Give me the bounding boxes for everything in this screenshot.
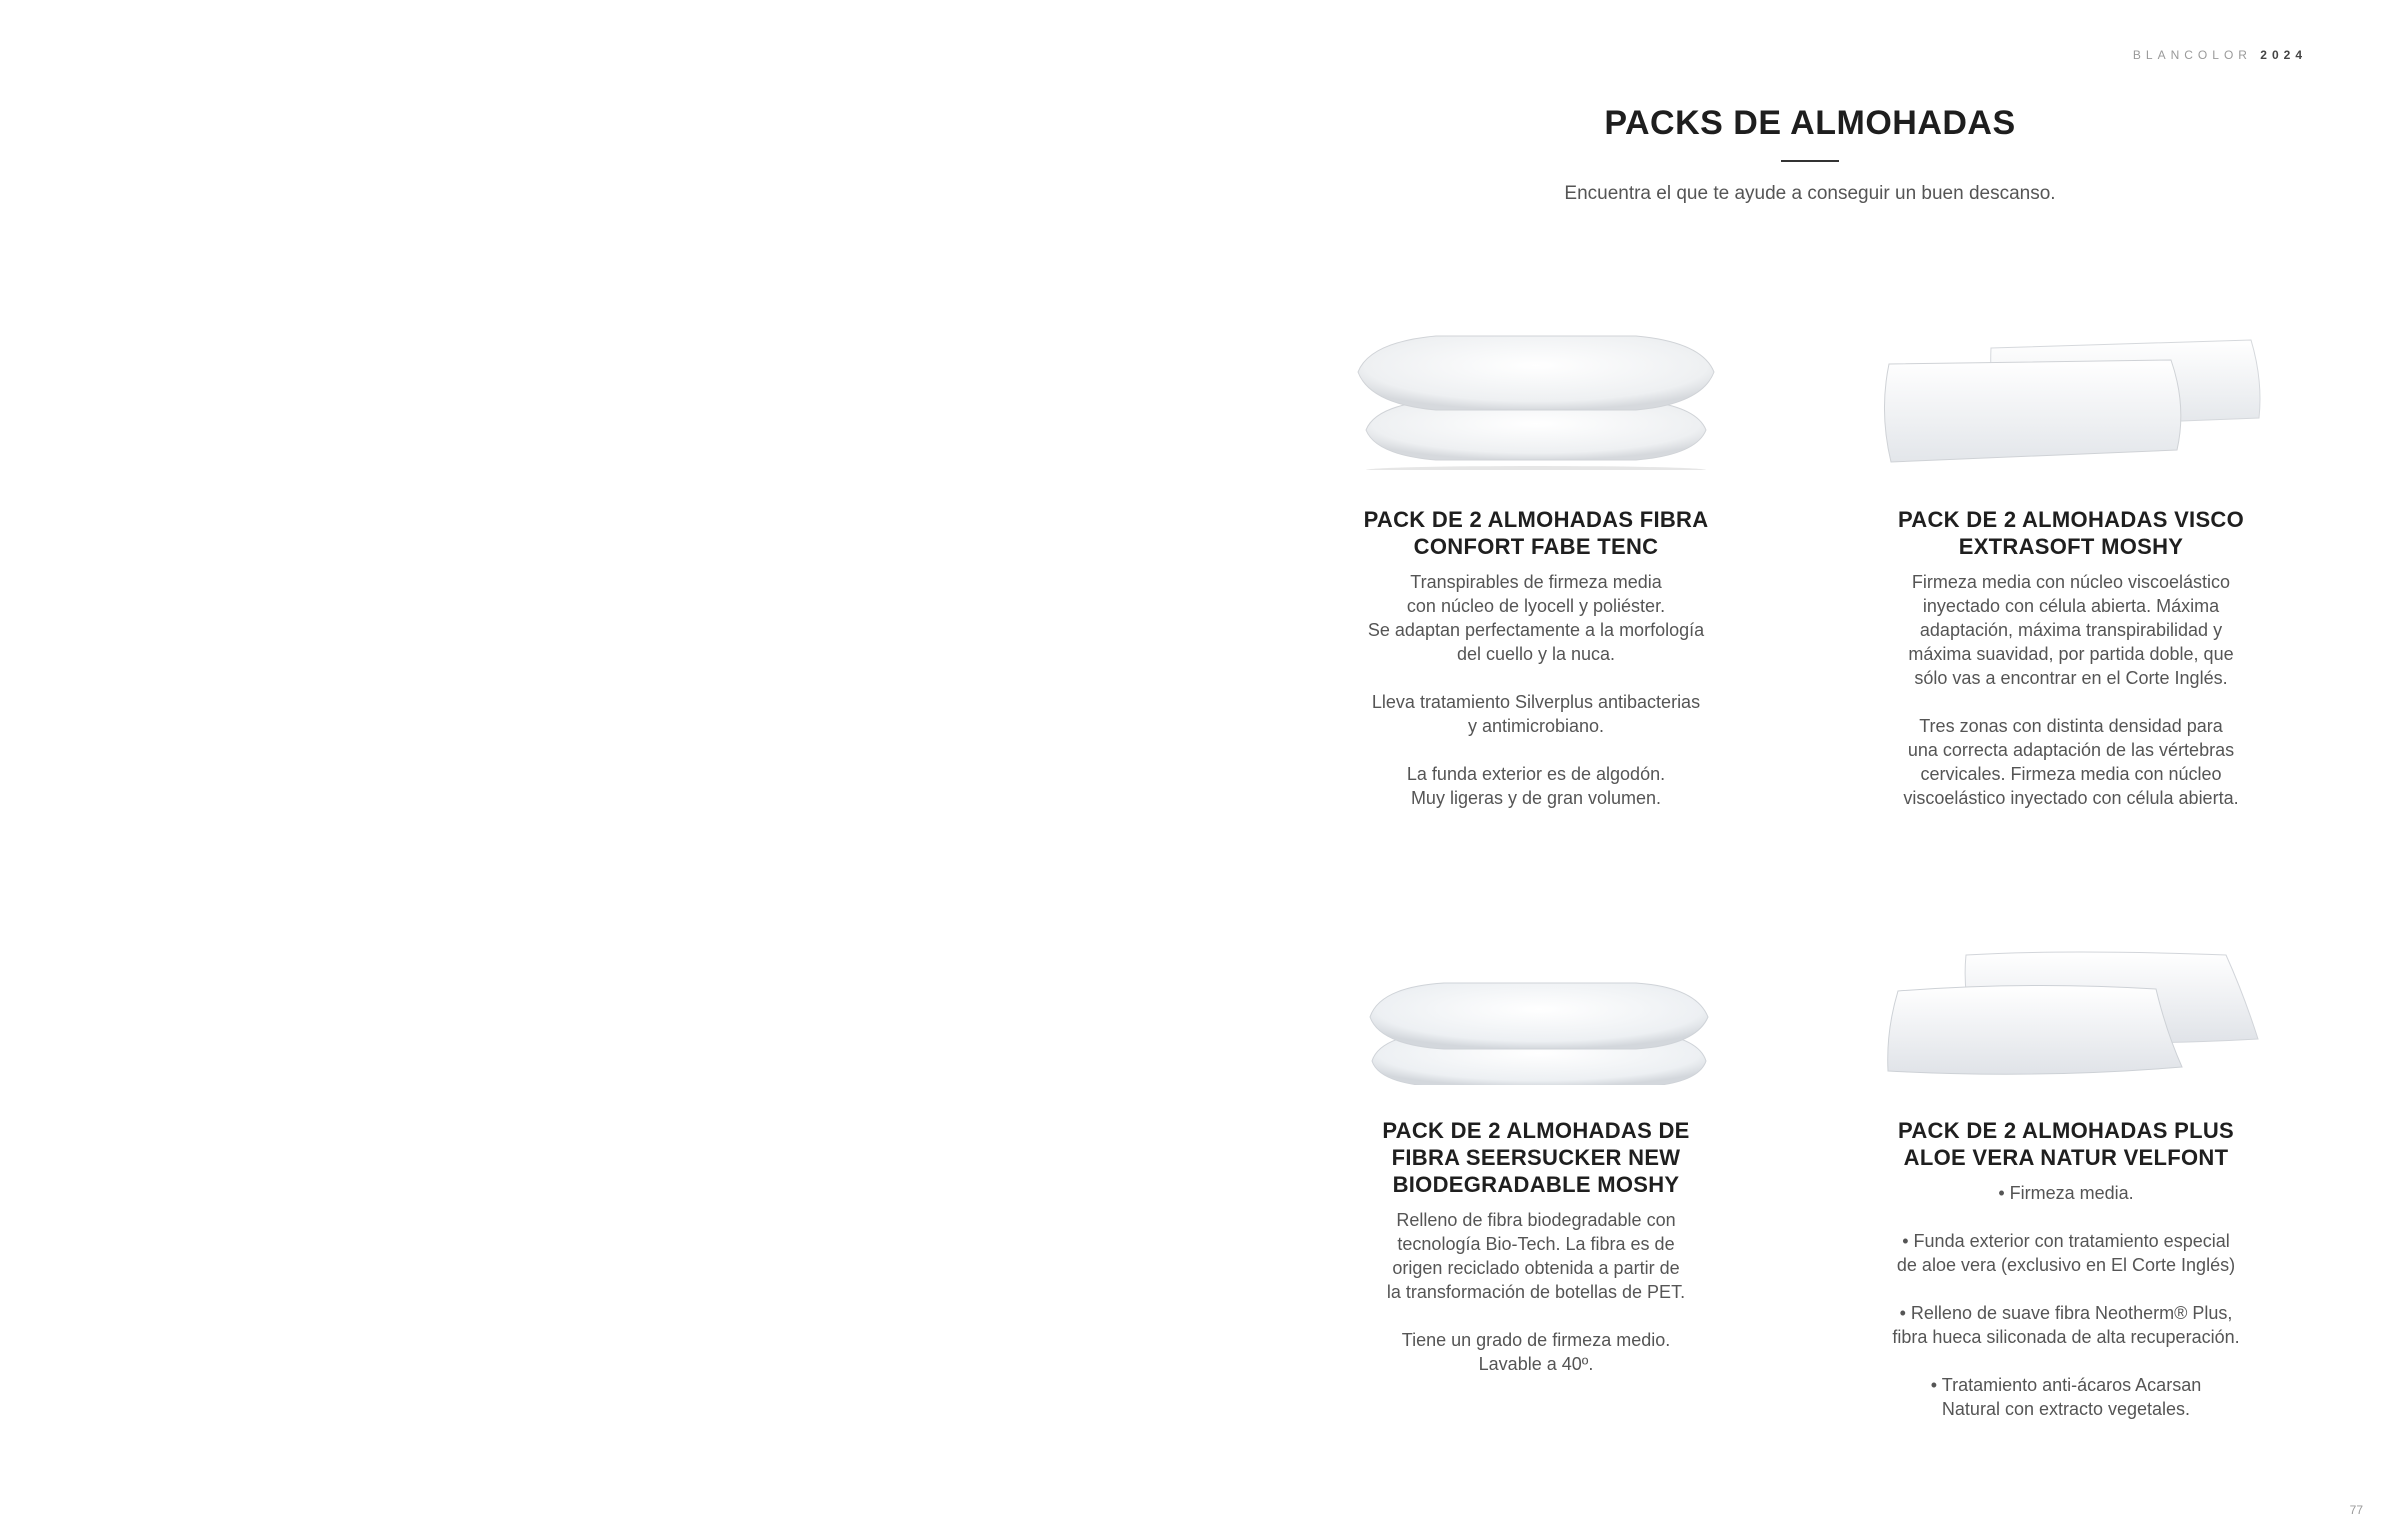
product-description: • Firmeza media. • Funda exterior con tratamiento especial de aloe vera (exclusivo en El Corte Inglés) • Relleno de suave fibra Neotherm® Plus, fibra hueca siliconada de alta recuperación. • Tratamiento anti-ácaros Acarsan Natural con extracto vegetales. (1892, 1183, 2240, 1419)
brand-header (2133, 48, 2307, 62)
product-card (1336, 935, 1736, 1376)
product-title: PACK DE 2 ALMOHADAS PLUS ALOE VERA NATUR VELFONT (1898, 1118, 2234, 1170)
page-title: PACKS DE ALMOHADAS (1604, 104, 2016, 142)
stacked-pillows-image (1336, 320, 1736, 470)
product-title: PACK DE 2 ALMOHADAS VISCO EXTRASOFT MOSHY (1897, 507, 2245, 559)
product-card (1336, 320, 1736, 810)
page-number: 77 (2349, 1503, 2363, 1517)
title-divider (1781, 160, 1839, 162)
brand-name: BLANCOLOR (2132, 48, 2252, 62)
product-description: Firmeza media con núcleo viscoelástico inyectado con célula abierta. Máxima adaptación, máxima transpirabilidad y máxima suavidad, por partida doble, que sólo vas a encontrar en el Corte Inglés. Tres zonas con distinta densidad para una correcta adaptación de las vértebras cervicales. Firmeza media con núcleo viscoelástico inyectado con célula abierta. (1903, 572, 2239, 808)
stacked-pillows-image (1336, 935, 1736, 1085)
product-card (1871, 320, 2271, 810)
long-pillows-image (1866, 935, 2266, 1085)
blank-left-page (0, 0, 1190, 1531)
product-title: PACK DE 2 ALMOHADAS DE FIBRA SEERSUCKER NEW BIODEGRADABLE MOSHY (1382, 1118, 1690, 1197)
product-title: PACK DE 2 ALMOHADAS FIBRA CONFORT FABE TENC (1363, 507, 1709, 559)
page-subtitle: Encuentra el que te ayude a conseguir un buen descanso. (1564, 183, 2056, 204)
product-description: Transpirables de firmeza media con núcleo de lyocell y poliéster. Se adaptan perfectamente a la morfología del cuello y la nuca. Lleva tratamiento Silverplus antibacterias y antimicrobiano. La funda exterior es de algodón. Muy ligeras y de gran volumen. (1367, 572, 1705, 808)
long-pillows-image (1871, 320, 2271, 470)
product-card (1866, 935, 2266, 1421)
product-description: Relleno de fibra biodegradable con tecnología Bio-Tech. La fibra es de origen reciclado obtenida a partir de la transformación de botellas de PET. Tiene un grado de firmeza medio. Lavable a 40º. (1386, 1210, 1686, 1374)
brand-year: 2024 (2260, 48, 2307, 62)
